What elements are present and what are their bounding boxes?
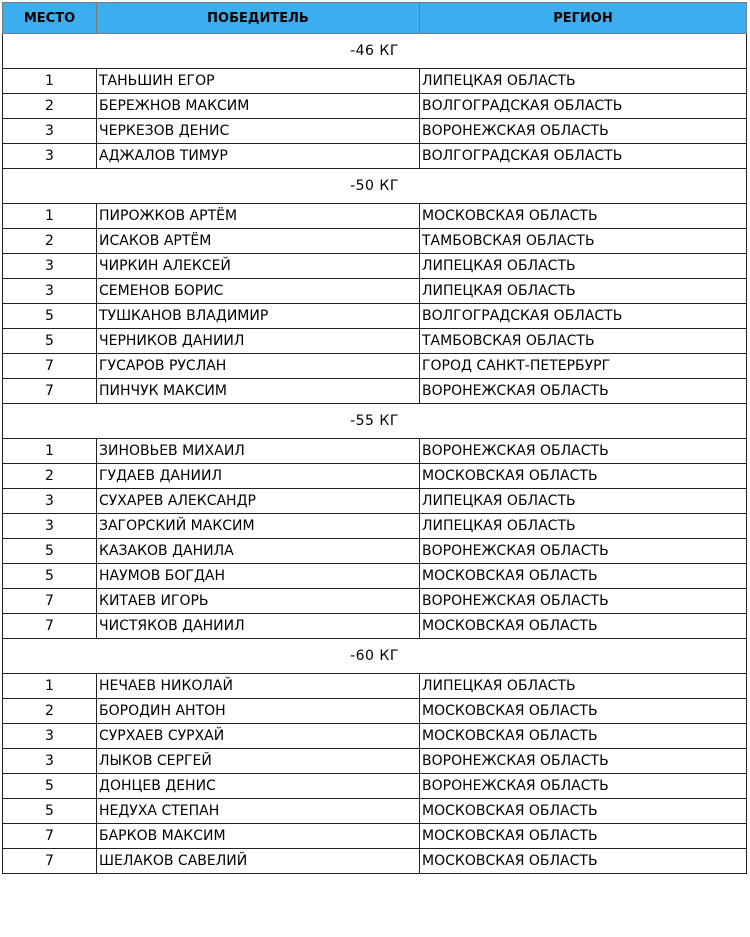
place-cell: 5 <box>3 774 97 799</box>
category-row <box>3 639 747 674</box>
place-cell: 5 <box>3 329 97 354</box>
table-row <box>3 119 747 144</box>
region-cell: ВОРОНЕЖСКАЯ ОБЛАСТЬ <box>420 439 747 464</box>
table-row <box>3 799 747 824</box>
table-row <box>3 774 747 799</box>
winner-name-cell: СУХАРЕВ АЛЕКСАНДР <box>97 489 420 514</box>
winner-name-cell: ЗИНОВЬЕВ МИХАИЛ <box>97 439 420 464</box>
table-row <box>3 94 747 119</box>
place-cell: 3 <box>3 724 97 749</box>
place-cell: 2 <box>3 699 97 724</box>
winner-name-cell: КИТАЕВ ИГОРЬ <box>97 589 420 614</box>
place-cell: 3 <box>3 119 97 144</box>
winner-name-cell: КАЗАКОВ ДАНИЛА <box>97 539 420 564</box>
table-row <box>3 724 747 749</box>
table-header <box>3 3 747 34</box>
place-cell: 2 <box>3 464 97 489</box>
place-cell: 7 <box>3 849 97 874</box>
table-row <box>3 489 747 514</box>
winner-name-cell: ПИРОЖКОВ АРТЁМ <box>97 204 420 229</box>
place-cell: 3 <box>3 514 97 539</box>
place-cell: 5 <box>3 799 97 824</box>
weight-category-title: -60 КГ <box>3 639 747 674</box>
table-row <box>3 439 747 464</box>
place-cell: 2 <box>3 94 97 119</box>
place-cell: 7 <box>3 354 97 379</box>
region-cell: МОСКОВСКАЯ ОБЛАСТЬ <box>420 824 747 849</box>
place-cell: 7 <box>3 589 97 614</box>
weight-category-title: -50 КГ <box>3 169 747 204</box>
region-cell: ЛИПЕЦКАЯ ОБЛАСТЬ <box>420 514 747 539</box>
table-row <box>3 204 747 229</box>
table-row <box>3 69 747 94</box>
column-header-place: МЕСТО <box>3 3 97 34</box>
table-row <box>3 329 747 354</box>
winner-name-cell: ТУШКАНОВ ВЛАДИМИР <box>97 304 420 329</box>
table-row <box>3 229 747 254</box>
winner-name-cell: ЗАГОРСКИЙ МАКСИМ <box>97 514 420 539</box>
column-header-winner: ПОБЕДИТЕЛЬ <box>97 3 420 34</box>
winner-name-cell: ЧИРКИН АЛЕКСЕЙ <box>97 254 420 279</box>
winner-name-cell: СУРХАЕВ СУРХАЙ <box>97 724 420 749</box>
winner-name-cell: ИСАКОВ АРТЁМ <box>97 229 420 254</box>
table-row <box>3 699 747 724</box>
table-row <box>3 614 747 639</box>
region-cell: ВОРОНЕЖСКАЯ ОБЛАСТЬ <box>420 119 747 144</box>
table-row <box>3 144 747 169</box>
table-row <box>3 849 747 874</box>
table-row <box>3 354 747 379</box>
winner-name-cell: СЕМЕНОВ БОРИС <box>97 279 420 304</box>
winner-name-cell: БАРКОВ МАКСИМ <box>97 824 420 849</box>
region-cell: ЛИПЕЦКАЯ ОБЛАСТЬ <box>420 254 747 279</box>
region-cell: ВОРОНЕЖСКАЯ ОБЛАСТЬ <box>420 539 747 564</box>
region-cell: МОСКОВСКАЯ ОБЛАСТЬ <box>420 699 747 724</box>
region-cell: МОСКОВСКАЯ ОБЛАСТЬ <box>420 849 747 874</box>
place-cell: 3 <box>3 489 97 514</box>
winner-name-cell: ЧЕРКЕЗОВ ДЕНИС <box>97 119 420 144</box>
table-row <box>3 514 747 539</box>
table-row <box>3 564 747 589</box>
place-cell: 5 <box>3 304 97 329</box>
table-row <box>3 749 747 774</box>
winner-name-cell: НЕЧАЕВ НИКОЛАЙ <box>97 674 420 699</box>
place-cell: 1 <box>3 674 97 699</box>
region-cell: ЛИПЕЦКАЯ ОБЛАСТЬ <box>420 279 747 304</box>
table-row <box>3 674 747 699</box>
table-row <box>3 539 747 564</box>
winner-name-cell: ДОНЦЕВ ДЕНИС <box>97 774 420 799</box>
winner-name-cell: ТАНЬШИН ЕГОР <box>97 69 420 94</box>
weight-category-title: -55 КГ <box>3 404 747 439</box>
region-cell: ВОРОНЕЖСКАЯ ОБЛАСТЬ <box>420 749 747 774</box>
category-row <box>3 404 747 439</box>
place-cell: 3 <box>3 254 97 279</box>
region-cell: ЛИПЕЦКАЯ ОБЛАСТЬ <box>420 69 747 94</box>
table-row <box>3 824 747 849</box>
region-cell: ВОРОНЕЖСКАЯ ОБЛАСТЬ <box>420 589 747 614</box>
place-cell: 3 <box>3 749 97 774</box>
winner-name-cell: НЕДУХА СТЕПАН <box>97 799 420 824</box>
table-row <box>3 464 747 489</box>
region-cell: ГОРОД САНКТ-ПЕТЕРБУРГ <box>420 354 747 379</box>
region-cell: ЛИПЕЦКАЯ ОБЛАСТЬ <box>420 489 747 514</box>
table-row <box>3 279 747 304</box>
category-row <box>3 34 747 69</box>
region-cell: МОСКОВСКАЯ ОБЛАСТЬ <box>420 614 747 639</box>
place-cell: 3 <box>3 279 97 304</box>
place-cell: 7 <box>3 824 97 849</box>
table-row <box>3 589 747 614</box>
table-row <box>3 304 747 329</box>
place-cell: 7 <box>3 379 97 404</box>
place-cell: 3 <box>3 144 97 169</box>
weight-category-title: -46 КГ <box>3 34 747 69</box>
winner-name-cell: ГУСАРОВ РУСЛАН <box>97 354 420 379</box>
region-cell: ТАМБОВСКАЯ ОБЛАСТЬ <box>420 329 747 354</box>
table-body <box>3 34 747 874</box>
region-cell: МОСКОВСКАЯ ОБЛАСТЬ <box>420 799 747 824</box>
region-cell: ВОЛГОГРАДСКАЯ ОБЛАСТЬ <box>420 144 747 169</box>
winner-name-cell: ЧЕРНИКОВ ДАНИИЛ <box>97 329 420 354</box>
region-cell: МОСКОВСКАЯ ОБЛАСТЬ <box>420 204 747 229</box>
place-cell: 7 <box>3 614 97 639</box>
region-cell: МОСКОВСКАЯ ОБЛАСТЬ <box>420 464 747 489</box>
winner-name-cell: ГУДАЕВ ДАНИИЛ <box>97 464 420 489</box>
winner-name-cell: БЕРЕЖНОВ МАКСИМ <box>97 94 420 119</box>
region-cell: ВОРОНЕЖСКАЯ ОБЛАСТЬ <box>420 774 747 799</box>
winner-name-cell: БОРОДИН АНТОН <box>97 699 420 724</box>
region-cell: ВОЛГОГРАДСКАЯ ОБЛАСТЬ <box>420 94 747 119</box>
header-row <box>3 3 747 34</box>
results-table <box>2 2 747 874</box>
column-header-region: РЕГИОН <box>420 3 747 34</box>
place-cell: 5 <box>3 564 97 589</box>
region-cell: ВОРОНЕЖСКАЯ ОБЛАСТЬ <box>420 379 747 404</box>
place-cell: 1 <box>3 204 97 229</box>
winner-name-cell: ЛЫКОВ СЕРГЕЙ <box>97 749 420 774</box>
table-row <box>3 379 747 404</box>
category-row <box>3 169 747 204</box>
table-row <box>3 254 747 279</box>
winner-name-cell: АДЖАЛОВ ТИМУР <box>97 144 420 169</box>
region-cell: ЛИПЕЦКАЯ ОБЛАСТЬ <box>420 674 747 699</box>
winner-name-cell: ПИНЧУК МАКСИМ <box>97 379 420 404</box>
region-cell: ТАМБОВСКАЯ ОБЛАСТЬ <box>420 229 747 254</box>
region-cell: МОСКОВСКАЯ ОБЛАСТЬ <box>420 564 747 589</box>
region-cell: МОСКОВСКАЯ ОБЛАСТЬ <box>420 724 747 749</box>
place-cell: 5 <box>3 539 97 564</box>
region-cell: ВОЛГОГРАДСКАЯ ОБЛАСТЬ <box>420 304 747 329</box>
place-cell: 2 <box>3 229 97 254</box>
winner-name-cell: ШЕЛАКОВ САВЕЛИЙ <box>97 849 420 874</box>
winner-name-cell: НАУМОВ БОГДАН <box>97 564 420 589</box>
place-cell: 1 <box>3 69 97 94</box>
winner-name-cell: ЧИСТЯКОВ ДАНИИЛ <box>97 614 420 639</box>
place-cell: 1 <box>3 439 97 464</box>
